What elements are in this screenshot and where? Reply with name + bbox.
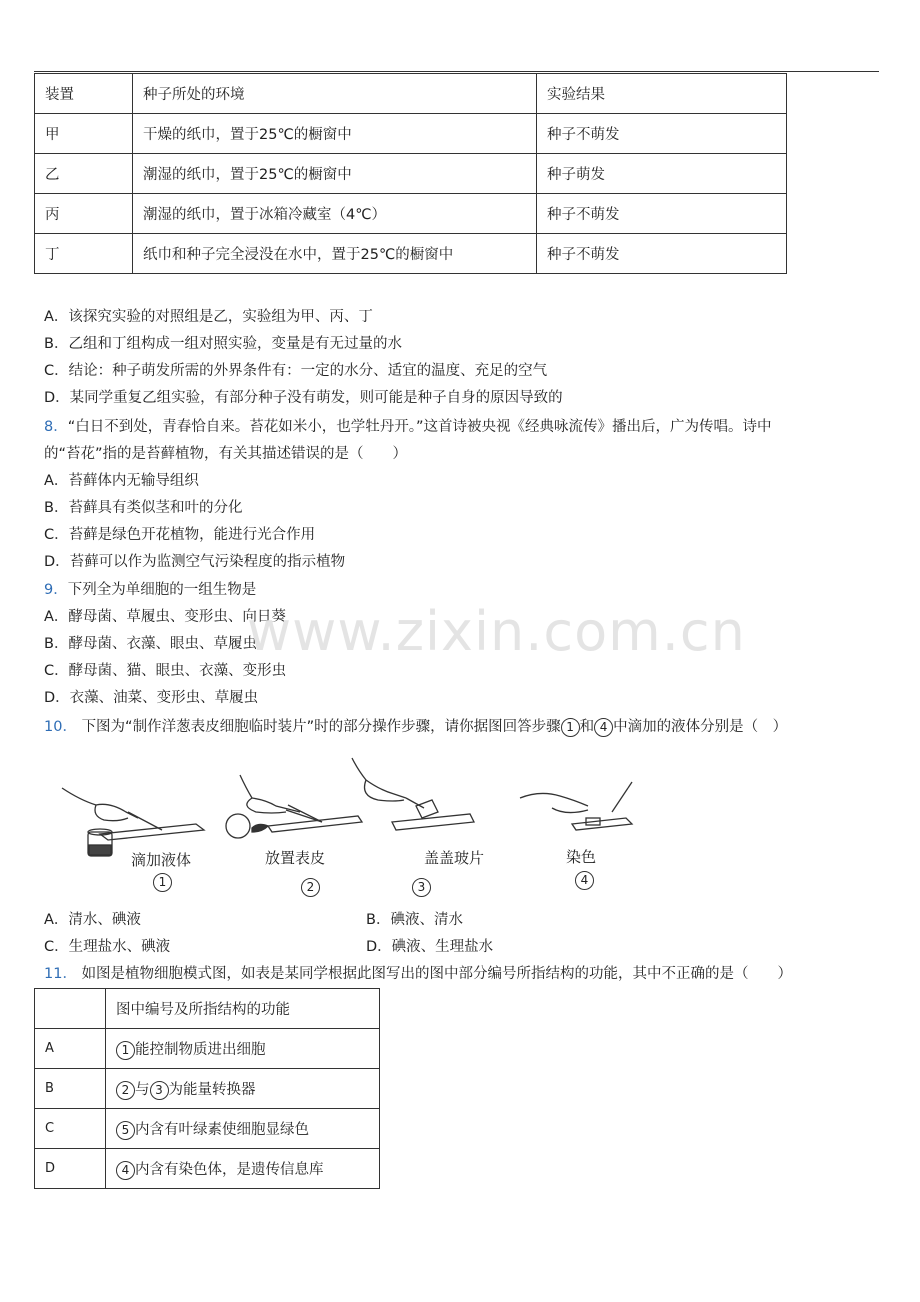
table-row <box>35 1029 380 1069</box>
row-text: 为能量转换器 <box>168 1081 256 1098</box>
q7-option-d: D．某同学重复乙组实验，有部分种子没有萌发，则可能是种子自身的原因导致的 <box>44 390 563 406</box>
row-content <box>106 1029 380 1069</box>
table-row <box>35 1149 380 1189</box>
table-cell: 潮湿的纸巾，置于冰箱冷藏室（4℃） <box>133 194 537 234</box>
q8-option-a: A．苔藓体内无输导组织 <box>44 473 199 489</box>
q8-option-b: B．苔藓具有类似茎和叶的分化 <box>44 500 243 516</box>
step4-label: 染色 <box>566 848 597 866</box>
step2-number <box>301 877 320 897</box>
q8-number: 8． <box>44 419 68 435</box>
q10-option-a: A．清水、碘液 <box>44 912 141 928</box>
q9-option-c: C．酵母菌、猫、眼虫、衣藻、变形虫 <box>44 663 287 679</box>
header-function: 图中编号及所指结构的功能 <box>106 989 380 1029</box>
table-cell: 种子萌发 <box>537 154 787 194</box>
row-content <box>106 1109 380 1149</box>
row-text: 能控制物质进出细胞 <box>135 1041 266 1058</box>
q11-text: 如图是植物细胞模式图，如表是某同学根据此图写出的图中部分编号所指结构的功能，其中不正确的是（ ） <box>81 966 793 982</box>
header-environment: 种子所处的环境 <box>133 74 537 114</box>
table-row <box>35 1069 380 1109</box>
table-cell: 种子不萌发 <box>537 114 787 154</box>
step1-number <box>153 872 172 892</box>
table-cell: 纸巾和种子完全浸没在水中，置于25℃的橱窗中 <box>133 234 537 274</box>
q7-option-c: C．结论：种子萌发所需的外界条件有：一定的水分、适宜的温度、充足的空气 <box>44 363 548 379</box>
row-content <box>106 1069 380 1109</box>
watermark: www.zixin.com.cn <box>247 600 746 663</box>
q11-number: 11． <box>44 966 77 982</box>
q10-text-b: 和 <box>579 719 595 735</box>
circled-step-4: 4 <box>575 871 594 890</box>
table-cell: 种子不萌发 <box>537 234 787 274</box>
row-key: B <box>35 1069 106 1109</box>
step2-label: 放置表皮 <box>265 849 326 867</box>
table-cell: 潮湿的纸巾，置于25℃的橱窗中 <box>133 154 537 194</box>
q9-option-a: A．酵母菌、草履虫、变形虫、向日葵 <box>44 609 286 625</box>
q10-option-c: C．生理盐水、碘液 <box>44 939 171 955</box>
row-text-mid: 与 <box>135 1081 150 1098</box>
q10-option-b: B．碘液、清水 <box>366 912 463 928</box>
circled-step-2: 2 <box>301 878 320 897</box>
circled-step-3: 3 <box>412 878 431 897</box>
step3-label: 盖盖玻片 <box>424 849 485 867</box>
q8-stem-line2: 的“苔花”指的是苔藓植物，有关其描述错误的是（ ） <box>44 446 408 462</box>
circled-step-1: 1 <box>153 873 172 892</box>
circled-number: 5 <box>116 1121 135 1140</box>
q8-text: “白日不到处，青春恰自来。苔花如米小，也学牡丹开。”这首诗被央视《经典咏流传》播出后，广为传唱。诗中 <box>67 419 772 435</box>
table-cell: 甲 <box>35 114 133 154</box>
table-cell: 干燥的纸巾，置于25℃的橱窗中 <box>133 114 537 154</box>
table-header-row <box>35 989 380 1029</box>
step4-number <box>575 870 594 890</box>
q7-option-b: B．乙组和丁组构成一组对照实验，变量是有无过量的水 <box>44 336 402 352</box>
table-cell: 种子不萌发 <box>537 194 787 234</box>
q10-text-a: 下图为“制作洋葱表皮细胞临时装片”时的部分操作步骤，请你据图回答步骤 <box>81 719 561 735</box>
circled-1: 1 <box>561 718 580 737</box>
table-row <box>35 1109 380 1149</box>
row-text: 内含有叶绿素使细胞显绿色 <box>135 1121 309 1138</box>
step1-drawing <box>62 788 204 856</box>
q11-stem <box>44 962 792 983</box>
q10-number: 10． <box>44 719 77 735</box>
q10-text-c: 中滴加的液体分别是（ ） <box>613 719 788 735</box>
circled-number: 2 <box>116 1081 135 1100</box>
q8-option-d: D．苔藓可以作为监测空气污染程度的指示植物 <box>44 554 346 570</box>
q9-text: 下列全为单细胞的一组生物是 <box>67 582 257 598</box>
header-device: 装置 <box>35 74 133 114</box>
circled-number: 4 <box>116 1161 135 1180</box>
cell-structure-table <box>34 988 380 1189</box>
q7-option-a: A．该探究实验的对照组是乙，实验组为甲、丙、丁 <box>44 309 373 325</box>
step2-drawing <box>226 775 362 838</box>
table-cell: 乙 <box>35 154 133 194</box>
circled-4: 4 <box>594 718 613 737</box>
table-cell: 丁 <box>35 234 133 274</box>
circled-number: 3 <box>150 1081 169 1100</box>
step1-label: 滴加液体 <box>131 851 192 869</box>
row-content <box>106 1149 380 1189</box>
q8-option-c: C．苔藓是绿色开花植物，能进行光合作用 <box>44 527 316 543</box>
step3-number <box>412 877 431 897</box>
row-text: 内含有染色体，是遗传信息库 <box>135 1161 324 1178</box>
table-cell: 丙 <box>35 194 133 234</box>
q9-number: 9． <box>44 582 68 598</box>
row-key: D <box>35 1149 106 1189</box>
q10-option-d: D．碘液、生理盐水 <box>366 939 494 955</box>
q9-option-d: D．衣藻、油菜、变形虫、草履虫 <box>44 690 259 706</box>
circled-number: 1 <box>116 1041 135 1060</box>
step4-drawing <box>520 782 632 830</box>
q9-option-b: B．酵母菌、衣藻、眼虫、草履虫 <box>44 636 257 652</box>
row-key: A <box>35 1029 106 1069</box>
row-key: C <box>35 1109 106 1149</box>
table-cell-empty <box>35 989 106 1029</box>
step3-drawing <box>352 758 474 830</box>
header-result: 实验结果 <box>537 74 787 114</box>
